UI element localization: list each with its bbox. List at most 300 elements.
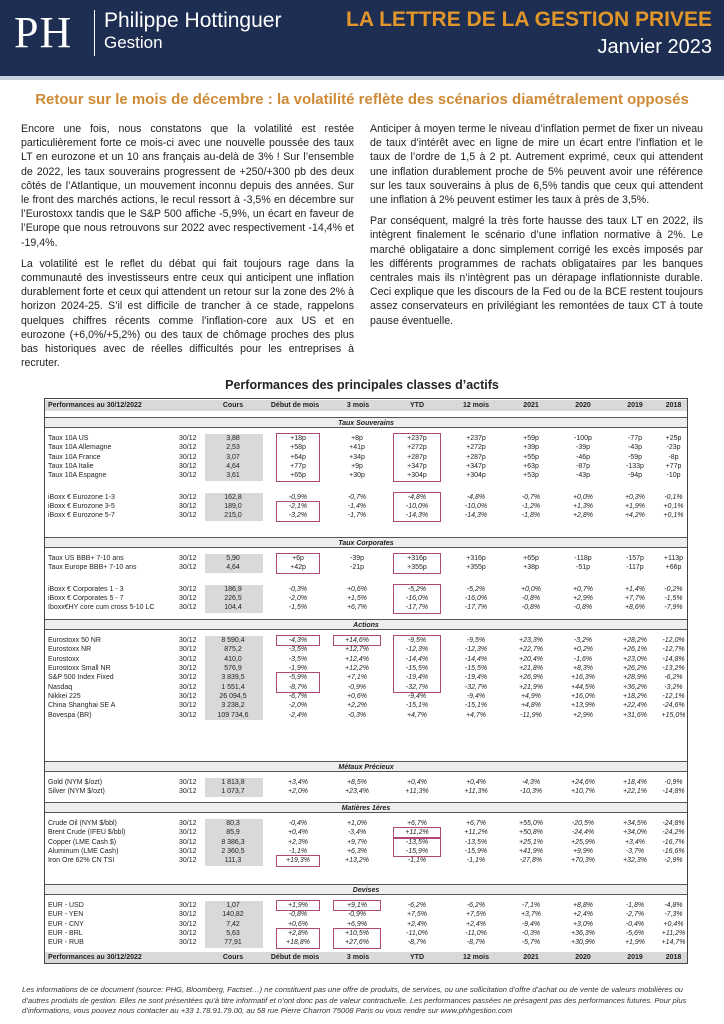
table-row [45, 838, 687, 847]
table-cell: 26 094,5 [219, 693, 247, 701]
table-cell: +41p [349, 444, 365, 452]
table-cell: -1,1% [288, 848, 308, 856]
table-cell: +50,8% [519, 829, 543, 837]
table-cell: -39p [575, 444, 590, 452]
table-cell: +63p [523, 463, 539, 471]
table-cell: 85,9 [226, 829, 240, 837]
table-cell: +2,9% [572, 711, 594, 719]
table-cell: +1,9% [287, 902, 309, 909]
header-banner [0, 0, 724, 76]
table-cell: +6,9% [346, 920, 368, 928]
asset-name: Gold (NYM $/ozt) [48, 779, 103, 786]
table-header-cell: 2019 [627, 954, 643, 961]
table-row [45, 673, 687, 682]
table-header-cell: YTD [410, 954, 424, 961]
table-cell: -13,5% [464, 838, 488, 846]
paragraph: La volatilité est le reflet du débat qui fait toujours rage dans la communauté des investisseurs entre ceux qui anticipent une inflation durablement forte et ceux qui attendent un retour sur la zone des 2% à horizon 2024-25. S’il est difficile de trancher à ce stade, rappelons quelques chiffres récents comme l’inflation-core aux US et en eurozone (+6,0%/+5,2%) ou des taux de chômage proches des plus bas historiques avec de réelles difficultés pour les entreprises à recruter. [21, 257, 354, 370]
table-cell: 30/12 [179, 585, 197, 593]
table-cell: -0,4% [625, 920, 645, 928]
table-cell: -87p [575, 463, 590, 471]
table-cell: +77p [665, 463, 682, 471]
table-cell: +8,3% [572, 665, 594, 673]
highlight-box [393, 492, 441, 522]
table-cell: 30/12 [179, 453, 197, 461]
table-cell: +3,0% [572, 920, 594, 928]
table-cell: -0,1% [664, 493, 683, 501]
table-cell: +25p [665, 435, 682, 442]
table-cell: +287p [466, 453, 486, 461]
table-cell: +3,4% [624, 838, 646, 846]
highlight-box [393, 584, 441, 614]
table-cell: +272p [466, 444, 486, 452]
table-cell: -4,8% [664, 902, 683, 909]
table-cell: +11,2% [405, 829, 429, 837]
table-cell: -43p [575, 472, 590, 480]
table-cell: +28,2% [623, 637, 647, 644]
table-cell: -15,9% [464, 848, 488, 856]
table-cell: -7,9% [664, 604, 683, 612]
table-cell: +22,7% [519, 646, 543, 654]
highlight-box [276, 855, 320, 866]
table-cell: -1,1% [466, 857, 486, 865]
table-cell: 30/12 [179, 655, 197, 663]
asset-name: EUR - YEN [48, 911, 84, 919]
performance-table [44, 398, 688, 964]
table-cell: +1,9% [624, 939, 646, 947]
table-cell: 226,5 [224, 595, 242, 603]
asset-name: Nikkei 225 [48, 693, 81, 701]
table-cell: -24,8% [662, 820, 685, 827]
table-row [45, 493, 687, 502]
table-cell: -6,2% [664, 674, 683, 682]
table-cell: +15,0% [661, 711, 686, 719]
table-cell: -39p [349, 555, 364, 562]
table-cell: -5,7% [521, 939, 541, 947]
asset-name: Taux US BBB+ 7-10 ans [48, 555, 124, 562]
table-row [45, 594, 687, 603]
table-cell: 30/12 [179, 820, 197, 827]
asset-name: Taux 10A US [48, 435, 89, 442]
table-cell: +38p [523, 564, 539, 572]
table-cell: +12,7% [345, 646, 369, 654]
table-cell: +28,9% [623, 674, 647, 682]
asset-name: China Shanghai SE A [48, 702, 116, 710]
table-cell: -10,0% [405, 503, 429, 511]
table-cell: 77,91 [224, 939, 242, 947]
table-cell: 3 238,2 [221, 702, 245, 710]
table-cell: +11,2% [464, 829, 488, 837]
table-header-cell: 12 mois [462, 402, 490, 409]
table-cell: +24,6% [571, 779, 595, 786]
asset-name: Copper (LME Cash $) [48, 838, 117, 846]
table-cell: +355p [466, 564, 486, 572]
table-row [45, 585, 687, 594]
table-cell: +347p [407, 463, 427, 471]
table-cell: +0,4% [663, 920, 684, 928]
table-cell: +316p [466, 555, 486, 562]
table-cell: 3,61 [226, 472, 240, 480]
table-cell: -0,7% [347, 493, 367, 501]
table-cell: -1,5% [664, 595, 683, 603]
highlight-box [276, 501, 320, 522]
table-cell: +0,1% [663, 512, 684, 520]
table-cell: -14,8% [662, 655, 685, 663]
table-cell: -10,0% [464, 503, 488, 511]
table-cell: 30/12 [179, 637, 197, 644]
table-cell: +13,9% [571, 702, 595, 710]
table-cell: +66p [665, 564, 682, 572]
table-cell: +55p [523, 453, 539, 461]
asset-name: Aluminum (LME Cash) [48, 848, 119, 856]
table-cell: 30/12 [179, 646, 197, 654]
table-row [45, 603, 687, 612]
asset-name: iBoxx € Corporates 5 - 7 [48, 595, 124, 603]
table-cell: 30/12 [179, 472, 197, 480]
table-cell: -24,4% [571, 829, 595, 837]
table-cell: +237p [466, 435, 486, 442]
table-cell: +26,2% [623, 665, 647, 673]
table-cell: +10,7% [571, 788, 595, 796]
table-cell: -2,0% [288, 595, 308, 603]
table-header-cell: 2020 [575, 954, 591, 961]
table-cell: -15,1% [405, 702, 429, 710]
table-cell: 30/12 [179, 674, 197, 682]
table-cell: +2,8% [572, 512, 594, 520]
asset-name: iBoxx € Eurozone 1-3 [48, 493, 115, 501]
table-row [45, 828, 687, 837]
table-cell: -7,3% [664, 911, 683, 919]
table-row [45, 856, 687, 865]
table-cell: -157p [626, 555, 644, 562]
table-cell: -0,4% [288, 820, 308, 827]
table-cell: -6,7% [288, 693, 308, 701]
table-header-cell: 2021 [523, 954, 539, 961]
table-cell: +347p [466, 463, 486, 471]
table-cell: 30/12 [179, 930, 197, 938]
table-cell: -24,6% [662, 702, 685, 710]
table-header-top [45, 400, 687, 411]
table-cell: 5,63 [226, 930, 240, 938]
table-cell: 1 073,7 [221, 788, 245, 796]
table-cell: +6,3% [346, 848, 368, 856]
table-row [45, 701, 687, 710]
table-cell: -8p [668, 453, 679, 461]
table-cell: 30/12 [179, 503, 197, 511]
table-cell: +25,9% [571, 838, 595, 846]
table-cell: +7,5% [406, 911, 428, 919]
table-cell: -7,1% [521, 902, 541, 909]
table-header-cell: 2018 [665, 402, 682, 409]
table-cell: +36,2% [623, 683, 647, 691]
table-cell: -3,2% [573, 637, 593, 644]
table-cell: -3,4% [347, 829, 367, 837]
table-cell: +39p [523, 444, 539, 452]
table-cell: +355p [407, 564, 427, 572]
section-header: Taux Souverains [45, 417, 687, 428]
table-cell: -3,2% [288, 512, 308, 520]
table-cell: +1,5% [346, 595, 368, 603]
table-cell: 410,0 [224, 655, 242, 663]
table-cell: +6,7% [465, 820, 487, 827]
brand-subtitle: Gestion [104, 33, 163, 52]
table-cell: +6,7% [346, 604, 368, 612]
table-cell: +2,9% [572, 595, 594, 603]
table-header-cell: 2021 [523, 402, 539, 409]
table-cell: -51p [575, 564, 590, 572]
section-header: Matières 1ères [45, 802, 687, 813]
table-cell: +18p [290, 435, 306, 442]
asset-name: Iron Ore 62% CN TSI [48, 857, 115, 865]
table-cell: -0,3% [288, 585, 308, 593]
highlight-box [333, 900, 381, 911]
table-cell: -17,7% [405, 604, 429, 612]
highlight-box [393, 553, 441, 574]
table-cell: 3 839,5 [221, 674, 245, 682]
table-cell: -3,2% [664, 683, 683, 691]
table-row [45, 645, 687, 654]
highlight-box [276, 433, 320, 482]
table-cell: +2,4% [465, 920, 487, 928]
table-cell: +65p [290, 472, 306, 480]
table-cell: -2,0% [288, 702, 308, 710]
table-row [45, 462, 687, 471]
table-cell: +113p [663, 555, 684, 562]
table-header-cell: 12 mois [462, 954, 490, 961]
table-cell: -43p [627, 444, 642, 452]
table-cell: -77p [627, 435, 642, 442]
paragraph: Anticiper à moyen terme le niveau d’inflation permet de fixer un niveau de taux d’intérêt avec en ligne de mire un écart entre l’inflation et le taux de l’ordre de 1,5 à 2 pt. Autrement exprimé, ceux qui attendent une inflation durablement proche de 5% peuvent avoir une référence sur les taux souverains à plus de 6,5% tandis que ceux qui attendent une inflation à 2% peuvent estimer les taux à près de 3,5%. [370, 123, 703, 207]
asset-name: Eurostoxx NR [48, 646, 92, 654]
table-row [45, 434, 687, 443]
table-cell: +0,4% [406, 779, 428, 786]
table-cell: +36,3% [571, 930, 595, 938]
table-cell: -5,2% [466, 585, 486, 593]
table-cell: +8,6% [624, 604, 646, 612]
table-cell: 30/12 [179, 693, 197, 701]
table-cell: +4,7% [465, 711, 487, 719]
table-cell: -15,1% [464, 702, 488, 710]
asset-name: Eurostoxx 50 NR [48, 637, 101, 644]
table-cell: +30p [349, 472, 365, 480]
table-cell: +64p [290, 453, 306, 461]
table-row [45, 819, 687, 828]
table-cell: +77p [290, 463, 306, 471]
table-title: Performances des principales classes d’actifs [225, 378, 499, 392]
table-cell: 104,4 [224, 604, 242, 612]
table-cell: +70,3% [571, 857, 595, 865]
highlight-box [276, 672, 320, 693]
brand-name: Philippe Hottinguer [104, 9, 282, 32]
table-cell: -4,3% [288, 637, 308, 644]
table-cell: -3,5% [288, 655, 308, 663]
table-row [45, 471, 687, 480]
table-cell: +9,9% [572, 848, 594, 856]
table-cell: 576,9 [224, 665, 242, 673]
table-cell: -13,2% [662, 665, 685, 673]
table-cell: -4,8% [407, 493, 427, 501]
table-cell: +3,7% [520, 911, 542, 919]
table-cell: -1,8% [625, 902, 645, 909]
table-cell: -15,5% [464, 665, 488, 673]
table-cell: 189,0 [224, 503, 242, 511]
table-cell: +9,1% [346, 902, 368, 909]
highlight-box [393, 635, 441, 693]
table-cell: +304p [466, 472, 486, 480]
table-cell: +11,3% [464, 788, 488, 796]
table-cell: +287p [407, 453, 427, 461]
table-cell: +26,9% [519, 674, 543, 682]
asset-name: Taux 10A France [48, 453, 101, 461]
section-header: Taux Corporates [45, 537, 687, 548]
asset-name: Taux 10A Italie [48, 463, 94, 471]
table-header-cell: 3 mois [346, 402, 370, 409]
table-cell: -5,6% [625, 930, 645, 938]
table-cell: 30/12 [179, 435, 197, 442]
table-cell: -1,6% [573, 655, 593, 663]
table-header-cell: Performances au 30/12/2022 [48, 402, 142, 409]
asset-name: Taux 10A Espagne [48, 472, 107, 480]
table-cell: -20,5% [571, 820, 595, 827]
table-cell: -8,7% [288, 683, 308, 691]
table-cell: +59p [523, 435, 539, 442]
table-cell: -46p [575, 453, 590, 461]
section-header: Métaux Précieux [45, 761, 687, 772]
table-cell: 162,8 [224, 493, 242, 501]
table-cell: +9p [351, 463, 363, 471]
table-cell: 7,42 [226, 920, 240, 928]
table-header-cell: Début de mois [270, 402, 320, 409]
table-cell: -9,5% [407, 637, 427, 644]
table-cell: -11,0% [406, 930, 428, 938]
table-cell: +0,4% [287, 829, 309, 837]
table-cell: +14,7% [661, 939, 686, 947]
table-cell: +41,9% [519, 848, 543, 856]
table-cell: +2,3% [287, 838, 309, 846]
table-cell: +65p [523, 555, 539, 562]
table-cell: 3,07 [226, 453, 240, 461]
table-cell: 30/12 [179, 604, 197, 612]
table-cell: 30/12 [179, 829, 197, 837]
table-cell: +0,6% [346, 585, 368, 593]
table-cell: 875,2 [224, 646, 242, 654]
table-row [45, 443, 687, 452]
table-cell: 30/12 [179, 665, 197, 673]
table-cell: +12,4% [345, 655, 369, 663]
paragraph: Par conséquent, malgré la très forte hausse des taux LT en 2022, ils intègrent finalement le scénario d’une inflation normative à 2%. Le marché obligataire a donc simplement corrigé les excès imposés par les différents programmes de rachats obligataires par les banques centrales mais ils n’intègrent pas un dérapage inflationniste durable. Ceci explique que les discours de la Fed ou de la BCE restent toujours assez conservateurs en privilégiant les remontées de taux CT à toute pause éventuelle. [370, 215, 703, 327]
table-cell: 2,53 [226, 444, 240, 452]
table-cell: -21p [349, 564, 364, 572]
table-cell: -2,9% [664, 857, 683, 865]
table-cell: -0,9% [664, 779, 683, 786]
table-cell: +21,8% [519, 665, 543, 673]
table-cell: +18,4% [623, 779, 647, 786]
table-cell: -0,7% [521, 493, 541, 501]
section-header: Devises [45, 884, 687, 895]
table-cell: +13,2% [345, 857, 369, 865]
table-cell: -19,4% [405, 674, 429, 682]
table-cell: +0,6% [287, 920, 309, 928]
table-cell: -0,8% [288, 911, 308, 919]
table-header-cell: 2019 [627, 402, 643, 409]
table-cell: -1,9% [288, 665, 308, 673]
table-cell: 111,3 [224, 857, 242, 865]
asset-name: S&P 500 Index Fixed [48, 674, 114, 682]
table-cell: +0,3% [624, 493, 646, 501]
newsletter-title: LA LETTRE DE LA GESTION PRIVEE [346, 8, 712, 31]
table-cell: +18,8% [286, 939, 310, 947]
table-row [45, 787, 687, 796]
table-cell: 3,88 [226, 435, 240, 442]
asset-name: Nasdaq [48, 683, 73, 691]
table-row [45, 847, 687, 856]
table-cell: 30/12 [179, 595, 197, 603]
table-cell: -4,8% [466, 493, 486, 501]
table-row [45, 711, 687, 720]
table-cell: 30/12 [179, 683, 197, 691]
table-cell: 8 590,4 [221, 637, 245, 644]
table-header-cell: YTD [410, 402, 424, 409]
table-cell: +22,4% [623, 702, 647, 710]
table-cell: +11,2% [661, 930, 686, 938]
table-cell: -6,2% [407, 902, 427, 909]
table-cell: 30/12 [179, 493, 197, 501]
table-cell: +42p [290, 564, 306, 572]
table-cell: +26,1% [623, 646, 647, 654]
table-cell: -94p [627, 472, 642, 480]
highlight-box [276, 928, 320, 949]
table-cell: -4,3% [521, 779, 541, 786]
table-cell: -0,8% [521, 604, 541, 612]
asset-name: Iboxx€HY core cum cross 5-10 LC [48, 604, 155, 612]
table-cell: +31,6% [623, 711, 647, 719]
table-cell: +1,0% [346, 820, 368, 827]
table-cell: -5,2% [407, 585, 427, 593]
table-cell: +23,3% [519, 637, 543, 644]
table-cell: +18,2% [623, 693, 647, 701]
table-cell: 215,0 [224, 512, 242, 520]
table-cell: 30/12 [179, 920, 197, 928]
table-cell: -2,1% [288, 503, 308, 511]
table-cell: +4,7% [406, 711, 428, 719]
asset-name: EUR - RUB [48, 939, 84, 947]
table-cell: +10,5% [345, 930, 369, 938]
table-cell: -16,7% [662, 838, 685, 846]
table-cell: -11,9% [520, 711, 542, 719]
table-cell: 30/12 [179, 902, 197, 909]
table-cell: -12,1% [662, 693, 685, 701]
table-cell: 30/12 [179, 911, 197, 919]
table-cell: -0,3% [347, 711, 367, 719]
table-cell: -10,3% [519, 788, 543, 796]
table-cell: 109 734,6 [217, 711, 249, 719]
table-cell: 30/12 [179, 857, 197, 865]
table-cell: 30/12 [179, 711, 197, 719]
table-cell: +32,3% [623, 857, 647, 865]
table-cell: -2,7% [625, 911, 645, 919]
asset-name: EUR - USD [48, 902, 84, 909]
table-cell: -32,7% [405, 683, 429, 691]
table-cell: +27,6% [345, 939, 369, 947]
table-cell: -100p [574, 435, 592, 442]
table-cell: 2 360,5 [221, 848, 245, 856]
table-row [45, 655, 687, 664]
table-cell: -6,2% [466, 902, 486, 909]
paragraph: Encore une fois, nous constatons que la volatilité est restée particulièrement forte ce mois-ci avec une nouvelle poussée des taux LT en eurozone et un 10 ans français au-delà de 3% ! Sur l’ensemble de 2022, les taux souverains progressent de +250/+300 pb des deux côtés de l’Atlantique, un mouvement inconnu depuis des années. Sur le front des marchés actions, le recul ressort à -3,5% en décembre sur l’Eurostoxx tandis que le S&P 500 affiche -5,9%, un écart en faveur de l’Europe que nous retrouvons sur 2022 avec respectivement -14,4% et -19,4%. [21, 123, 354, 249]
table-cell: 4,64 [226, 463, 240, 471]
asset-name: EUR - BRL [48, 930, 83, 938]
table-cell: +8p [351, 435, 363, 442]
table-cell: 30/12 [179, 564, 197, 572]
